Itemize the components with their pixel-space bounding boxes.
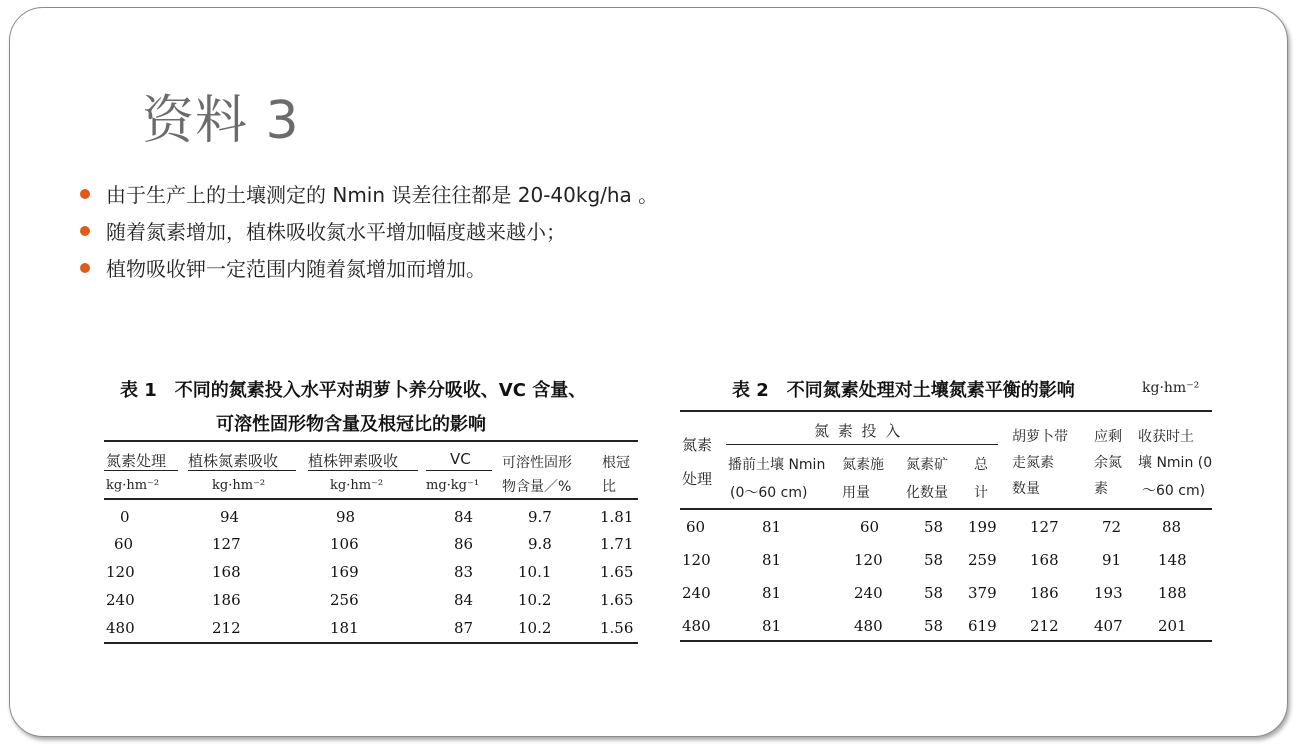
- table1-cell: 120: [106, 563, 135, 581]
- table2-caption: 表 2 不同氮素处理对土壤氮素平衡的影响: [732, 380, 1075, 401]
- table2-cell: 148: [1158, 551, 1187, 569]
- table1-cell: 9.7: [528, 508, 552, 526]
- table1-header: 植株氮素吸收: [188, 452, 279, 470]
- table2-header: 计: [974, 485, 988, 501]
- table1-cell: 84: [454, 591, 474, 609]
- table1-bottom-rule: [104, 642, 638, 644]
- table1-cell: 168: [212, 563, 241, 581]
- table2-cell: 240: [682, 584, 711, 602]
- bullet-text: 植物吸收钾一定范围内随着氮增加而增加。: [106, 257, 486, 281]
- table1-unit: mg·kg⁻¹: [426, 478, 480, 493]
- table2-image: [680, 368, 1216, 648]
- table1-cell: 181: [330, 619, 359, 637]
- table2-cell: 259: [968, 551, 997, 569]
- bullet-item: [78, 178, 658, 215]
- table2-header: 收获时土: [1138, 429, 1194, 445]
- table1-header: 植株钾素吸收: [308, 452, 399, 470]
- table1-cell: 60: [114, 535, 134, 553]
- table2-cell: 186: [1030, 584, 1059, 602]
- table2-header: 播前土壤 Nmin: [728, 457, 826, 473]
- table2-header: 余氮: [1094, 455, 1122, 471]
- table1-cell: 84: [454, 508, 474, 526]
- table1-cell: 1.65: [600, 563, 634, 581]
- table2-top-rule: [680, 410, 1212, 412]
- table2-bottom-rule: [680, 640, 1212, 642]
- table2-header: 壤 Nmin (0: [1138, 455, 1213, 471]
- table2-header: 氮素矿: [906, 457, 948, 473]
- table2-cell: 407: [1094, 617, 1123, 635]
- table2-cell: 188: [1158, 584, 1187, 602]
- table1-cell: 212: [212, 619, 241, 637]
- table2-header: 用量: [842, 485, 870, 501]
- table2-cell: 72: [1102, 518, 1122, 536]
- table2-cell: 212: [1030, 617, 1059, 635]
- table1-cell: 186: [212, 591, 241, 609]
- table2-cell: 199: [968, 518, 997, 536]
- table2-cell: 201: [1158, 617, 1187, 635]
- table1-cell: 480: [106, 619, 135, 637]
- table1-header: 根冠: [602, 455, 630, 471]
- table1-header: 比: [602, 479, 616, 495]
- table1-cell: 256: [330, 591, 359, 609]
- table2-cell: 81: [762, 551, 782, 569]
- table1-cell: 127: [212, 535, 241, 553]
- table2-cell: 193: [1094, 584, 1123, 602]
- table1-caption: 表 1 不同的氮素投入水平对胡萝卜养分吸收、VC 含量、: [120, 380, 587, 401]
- table1-caption-line2: 可溶性固形物含量及根冠比的影响: [216, 414, 486, 435]
- table2-header: 化数量: [906, 485, 948, 501]
- slide-title: 资料 3: [142, 91, 300, 151]
- table1-cell: 87: [454, 619, 474, 637]
- table2-header: 应剩: [1094, 429, 1122, 445]
- table2-header: 胡萝卜带: [1012, 429, 1068, 445]
- table2-cell: 91: [1102, 551, 1122, 569]
- table2-group-header: 氮 素 投 入: [814, 422, 903, 440]
- table1-top-rule: [104, 440, 638, 442]
- table2-cell: 127: [1030, 518, 1059, 536]
- table1-unit: kg·hm⁻²: [212, 478, 266, 493]
- table1-cell: 83: [454, 563, 474, 581]
- table2-header: 总: [974, 457, 988, 473]
- table1-sub-rule: [426, 470, 492, 471]
- table2-cell: 60: [686, 518, 706, 536]
- table2-cell: 81: [762, 617, 782, 635]
- bullet-list: [78, 178, 658, 289]
- table2-cell: 480: [682, 617, 711, 635]
- bullet-item: [78, 215, 658, 252]
- table2-cell: 379: [968, 584, 997, 602]
- table2-cell: 58: [924, 551, 944, 569]
- table1-cell: 0: [120, 508, 130, 526]
- table2-header: 走氮素: [1012, 455, 1054, 471]
- table1-sub-rule: [104, 470, 178, 471]
- table1-header: 物含量／%: [502, 479, 572, 495]
- table1-unit: kg·hm⁻²: [106, 478, 160, 493]
- table2-header: 数量: [1012, 481, 1040, 497]
- table2-cell: 58: [924, 518, 944, 536]
- table1-cell: 1.65: [600, 591, 634, 609]
- table2-header: 处理: [682, 470, 713, 488]
- table2-cell: 240: [854, 584, 883, 602]
- bullet-text: 由于生产上的土壤测定的 Nmin 误差往往都是 20-40kg/ha 。: [106, 183, 659, 207]
- table2-cell: 81: [762, 518, 782, 536]
- table1-cell: 10.2: [518, 591, 552, 609]
- table1-sub-rule: [188, 470, 296, 471]
- bullet-text: 随着氮素增加，植株吸收氮水平增加幅度越来越小；: [106, 220, 566, 244]
- table2-header: 氮素施: [842, 457, 884, 473]
- table1-header: 可溶性固形: [502, 455, 572, 471]
- bullet-dot-icon: [80, 263, 90, 273]
- table2-cell: 81: [762, 584, 782, 602]
- table1-sub-rule: [308, 470, 418, 471]
- table2-unit: kg·hm⁻²: [1142, 380, 1200, 396]
- bullet-dot-icon: [80, 189, 90, 199]
- bullet-item: [78, 252, 658, 289]
- table2-header: 素: [1094, 481, 1108, 497]
- table2-cell: 58: [924, 584, 944, 602]
- table1-image: [104, 368, 640, 648]
- table1-cell: 169: [330, 563, 359, 581]
- table2-group-rule: [726, 444, 998, 445]
- table1-cell: 10.2: [518, 619, 552, 637]
- table2-cell: 120: [854, 551, 883, 569]
- table1-cell: 106: [330, 535, 359, 553]
- table2-cell: 60: [860, 518, 880, 536]
- table1-cell: 1.71: [600, 535, 634, 553]
- table1-cell: 240: [106, 591, 135, 609]
- table2-header: (0～60 cm): [730, 485, 808, 501]
- table1-header: VC: [450, 450, 471, 468]
- table1-cell: 9.8: [528, 535, 552, 553]
- table2-header: 氮素: [682, 436, 713, 454]
- table1-unit: kg·hm⁻²: [330, 478, 384, 493]
- table1-header: 氮素处理: [106, 452, 167, 470]
- bullet-dot-icon: [80, 226, 90, 236]
- table2-cell: 480: [854, 617, 883, 635]
- table2-cell: 58: [924, 617, 944, 635]
- table2-cell: 88: [1162, 518, 1182, 536]
- table1-cell: 1.81: [600, 508, 634, 526]
- table1-header-rule: [104, 498, 638, 500]
- table2-header: ～60 cm): [1142, 483, 1206, 499]
- table1-cell: 94: [220, 508, 240, 526]
- table1-cell: 1.56: [600, 619, 634, 637]
- table2-cell: 619: [968, 617, 997, 635]
- table1-cell: 86: [454, 535, 474, 553]
- table1-cell: 98: [336, 508, 356, 526]
- table2-cell: 120: [682, 551, 711, 569]
- table2-header-rule: [680, 508, 1212, 510]
- table1-cell: 10.1: [518, 563, 552, 581]
- table2-cell: 168: [1030, 551, 1059, 569]
